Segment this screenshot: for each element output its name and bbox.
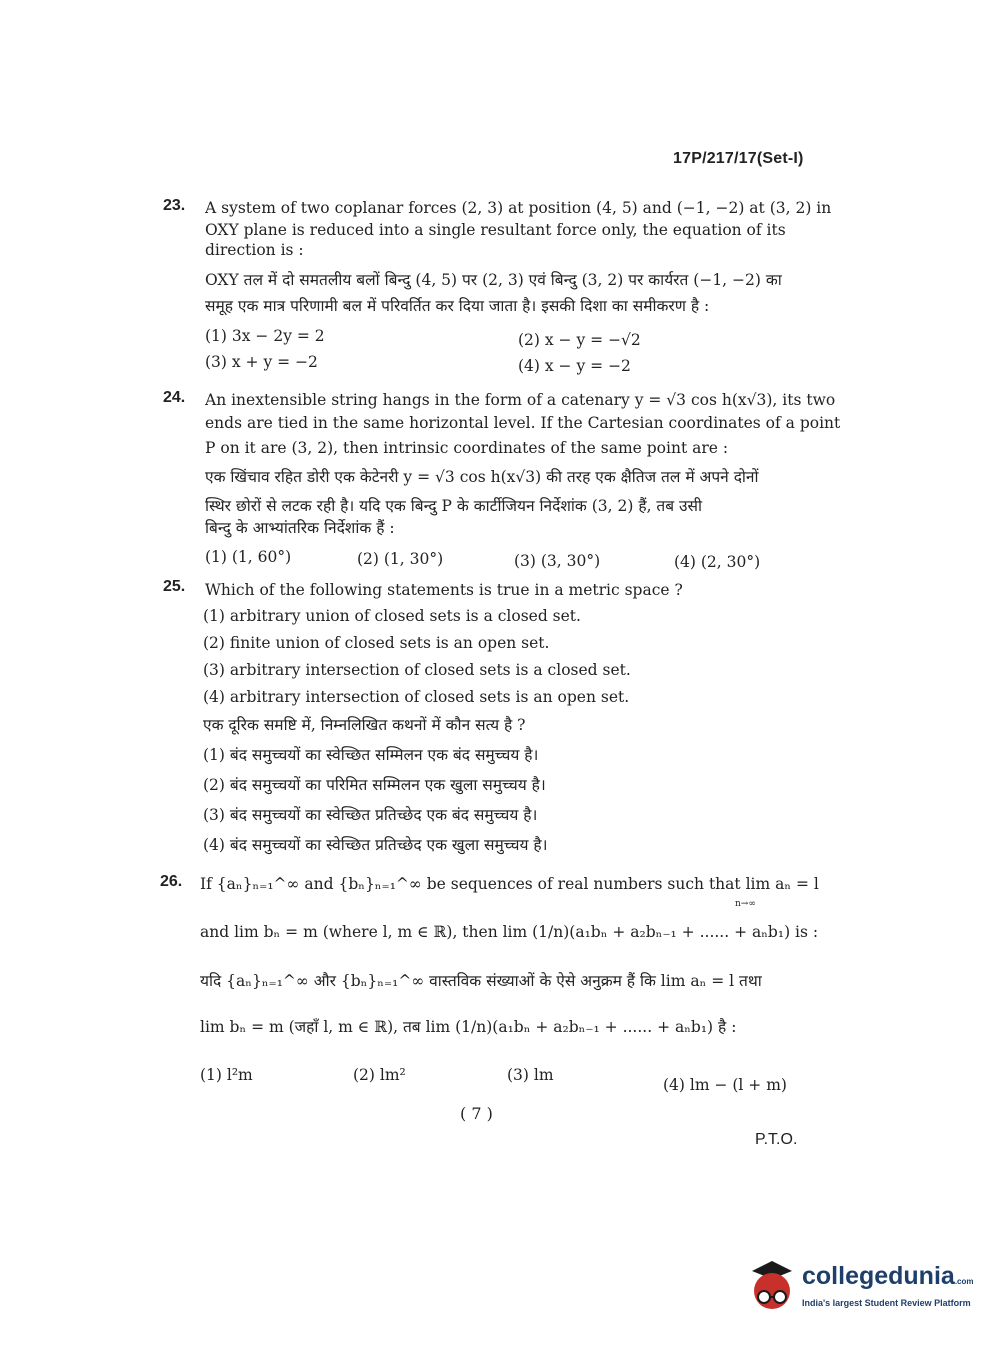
limit-subscript: n→∞ bbox=[735, 899, 756, 909]
question-number: 24. bbox=[163, 389, 186, 406]
question-text-en: Which of the following statements is true in a metric space ? bbox=[205, 581, 683, 599]
logo-tagline: India's largest Student Review Platform bbox=[802, 1298, 971, 1308]
question-text-en: and lim bₙ = m (where l, m ∈ ℝ), then lim (1/n)(a₁bₙ + a₂bₙ₋₁ + ...... + aₙb₁) is : bbox=[200, 923, 819, 941]
option-1: (1) l²m bbox=[200, 1066, 253, 1084]
option-1: (1) (1, 60°) bbox=[205, 548, 292, 566]
option-4: (4) x − y = −2 bbox=[518, 357, 631, 375]
option-2: (2) x − y = −√2 bbox=[518, 331, 641, 349]
question-text-hi: lim bₙ = m (जहाँ l, m ∈ ℝ), तब lim (1/n)(a₁bₙ + a₂bₙ₋₁ + ...... + aₙb₁) है : bbox=[200, 1018, 737, 1036]
question-text-en: A system of two coplanar forces (2, 3) at position (4, 5) and (−1, −2) at (3, 2) in bbox=[205, 199, 832, 217]
paper-code: 17P/217/17(Set-I) bbox=[673, 150, 804, 167]
pto-label: P.T.O. bbox=[755, 1131, 798, 1148]
question-text-en: direction is : bbox=[205, 241, 304, 259]
logo-wordmark: collegedunia.com bbox=[802, 1262, 974, 1290]
option-1: (1) 3x − 2y = 2 bbox=[205, 327, 325, 345]
question-text-en: P on it are (3, 2), then intrinsic coordinates of the same point are : bbox=[205, 439, 729, 457]
option-3: (3) x + y = −2 bbox=[205, 353, 318, 371]
option-4: (4) lm − (l + m) bbox=[663, 1076, 787, 1094]
question-text-hi: OXY तल में दो समतलीय बलों बिन्दु (4, 5) पर (2, 3) एवं बिन्दु (3, 2) पर कार्यरत (−1, −2) का bbox=[205, 271, 782, 289]
option-3: (3) (3, 30°) bbox=[514, 552, 601, 570]
question-text-en: If {aₙ}ₙ₌₁^∞ and {bₙ}ₙ₌₁^∞ be sequences of real numbers such that lim aₙ = l bbox=[200, 875, 819, 893]
option-3: (3) lm bbox=[507, 1066, 554, 1084]
question-number: 26. bbox=[160, 873, 183, 890]
question-text-hi: यदि {aₙ}ₙ₌₁^∞ और {bₙ}ₙ₌₁^∞ वास्तविक संख्याओं के ऐसे अनुक्रम हैं कि lim aₙ = l तथा bbox=[200, 972, 762, 990]
question-number: 23. bbox=[163, 197, 186, 214]
question-text-hi: समूह एक मात्र परिणामी बल में परिवर्तित कर दिया जाता है। इसकी दिशा का समीकरण है : bbox=[205, 297, 710, 315]
question-text-hi: बिन्दु के आभ्यांतरिक निर्देशांक हैं : bbox=[205, 519, 395, 537]
option-hi-3: (3) बंद समुच्चयों का स्वेच्छित प्रतिच्छेद एक बंद समुच्चय है। bbox=[203, 806, 538, 824]
option-4: (4) (2, 30°) bbox=[674, 553, 761, 571]
question-number: 25. bbox=[163, 578, 186, 595]
option-en-1: (1) arbitrary union of closed sets is a closed set. bbox=[203, 607, 581, 625]
option-en-2: (2) finite union of closed sets is an open set. bbox=[203, 634, 550, 652]
option-hi-2: (2) बंद समुच्चयों का परिमित सम्मिलन एक खुला समुच्चय है। bbox=[203, 776, 546, 794]
option-2: (2) (1, 30°) bbox=[357, 550, 444, 568]
question-text-hi: एक खिंचाव रहित डोरी एक केटेनरी y = √3 cos h(x√3) की तरह एक क्षैतिज तल में अपने दोनों bbox=[205, 468, 759, 486]
question-text-hi: स्थिर छोरों से लटक रही है। यदि एक बिन्दु P के कार्टीजियन निर्देशांक (3, 2) हैं, तब उसी bbox=[205, 497, 703, 515]
option-en-3: (3) arbitrary intersection of closed sets is a closed set. bbox=[203, 661, 631, 679]
option-hi-1: (1) बंद समुच्चयों का स्वेच्छित सम्मिलन एक बंद समुच्चय है। bbox=[203, 746, 539, 764]
question-text-en: OXY plane is reduced into a single resultant force only, the equation of its bbox=[205, 221, 786, 239]
option-en-4: (4) arbitrary intersection of closed sets is an open set. bbox=[203, 688, 630, 706]
question-text-en: ends are tied in the same horizontal level. If the Cartesian coordinates of a point bbox=[205, 414, 841, 432]
option-hi-4: (4) बंद समुच्चयों का स्वेच्छित प्रतिच्छेद एक खुला समुच्चय है। bbox=[203, 836, 548, 854]
question-text-en: An inextensible string hangs in the form of a catenary y = √3 cos h(x√3), its two bbox=[205, 391, 836, 409]
option-2: (2) lm² bbox=[353, 1066, 406, 1084]
page-number: ( 7 ) bbox=[460, 1104, 493, 1123]
question-text-hi: एक दूरिक समष्टि में, निम्नलिखित कथनों में कौन सत्य है ? bbox=[203, 716, 526, 734]
